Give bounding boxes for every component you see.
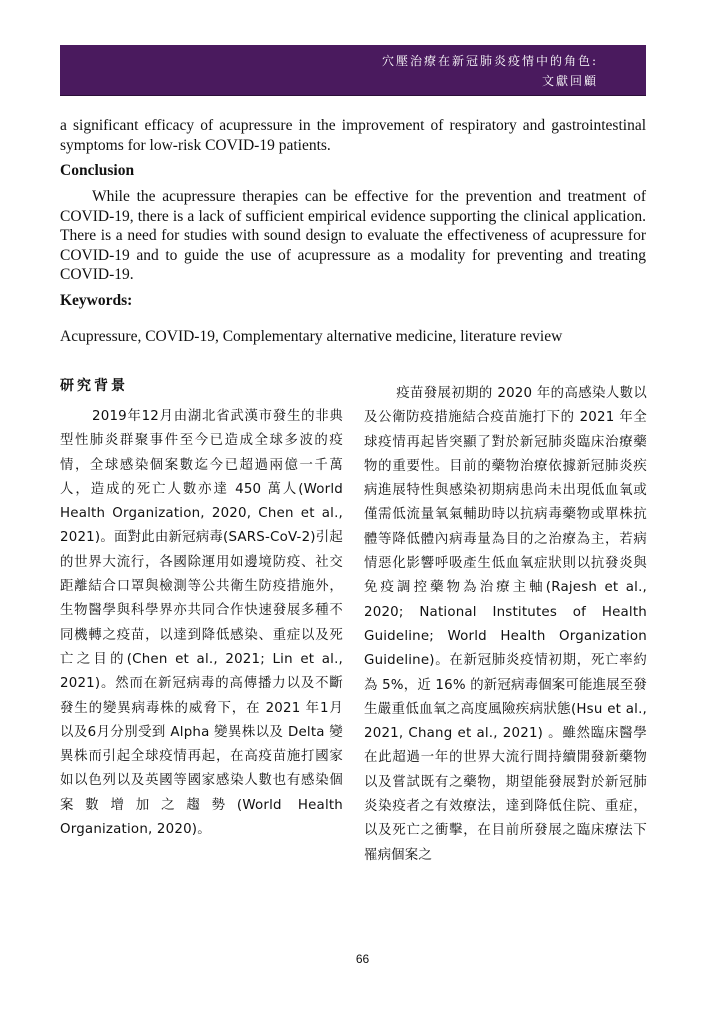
section-title: 研究背景 bbox=[60, 378, 128, 394]
running-header bbox=[60, 45, 646, 96]
left-column-text: 2019年12月由湖北省武漢市發生的非典型性肺炎群聚事件至今已造成全球多波的疫情，全球感染個案數迄今已超過兩億一千萬人，造成的死亡人數亦達 450 萬人(World Health Organization, 2020, Chen et al., 2021)。面對此由新冠病毒(SARS-CoV-2)引起的世界大流行，各國除運用如邊境防疫、社交距離結合口罩與檢測等公共衛生防疫措施外，生物醫學與科學界亦共同合作快速發展多種不同機轉之疫苗，以達到降低感染、重症以及死亡之目的(Chen et al., 2021; Lin et al., 2021)。然而在新冠病毒的高傳播力以及不斷發生的變異病毒株的威脅下，在 2021 年1月以及6月分別受到 Alpha 變異株以及 Delta 變異株而引起全球疫情再起，在高疫苗施打國家如以色列以及英國等國家感染人數也有感染個案數增加之趨勢(World Health Organization, 2020)。 bbox=[60, 409, 343, 838]
keywords-text: Acupressure, COVID-19, Complementary alternative medicine, literature review bbox=[60, 328, 563, 345]
conclusion-heading: Conclusion bbox=[60, 162, 135, 179]
abstract-continuation: a significant efficacy of acupressure in the improvement of respiratory and gastrointestinal symptoms for low-risk COVID-19 patients. bbox=[60, 117, 646, 154]
header-title-line1: 穴壓治療在新冠肺炎疫情中的角色: bbox=[381, 54, 598, 68]
page-number: 66 bbox=[355, 952, 370, 966]
right-column-text: 疫苗發展初期的 2020 年的高感染人數以及公衛防疫措施結合疫苗施打下的 2021 年全球疫情再起皆突顯了對於新冠肺炎臨床治療藥物的重要性。目前的藥物治療依據新冠肺炎疾病進展特性與感染初期病患尚未出現低血氧或僅需低流量氧氣輔助時以抗病毒藥物或單株抗體等降低體內病毒量為目的之治療為主，若病情惡化影響呼吸產生低血氧症狀則以抗發炎與免疫調控藥物為治療主軸(Rajesh et al., 2020; National Institutes of Health Guideline; World Health Organization Guideline)。在新冠肺炎疫情初期，死亡率約為 5%，近 16% 的新冠病毒個案可能進展至發生嚴重低血氧之高度風險疾病狀態(Hsu et al., 2021, Chang et al., 2021) 。雖然臨床醫學在此超過一年的世界大流行間持續開發新藥物以及嘗試既有之藥物，期望能發展對於新冠肺炎染疫者之有效療法，達到降低住院、重症，以及死亡之衝擊，在目前所發展之臨床療法下罹病個案之 bbox=[364, 386, 647, 863]
conclusion-text: While the acupressure therapies can be effective for the prevention and treatment of COVID-19, there is a lack of sufficient empirical evidence supporting the clinical application. There is a need for studies with sound design to evaluate the effectiveness of acupressure for COVID-19 and to guide the use of acupressure as a modality for preventing and treating COVID-19. bbox=[60, 188, 646, 283]
keywords-heading: Keywords: bbox=[60, 292, 133, 309]
left-column-paragraph bbox=[60, 405, 343, 842]
right-column-paragraph bbox=[364, 382, 647, 868]
header-title-line2: 文獻回顧 bbox=[541, 74, 598, 88]
